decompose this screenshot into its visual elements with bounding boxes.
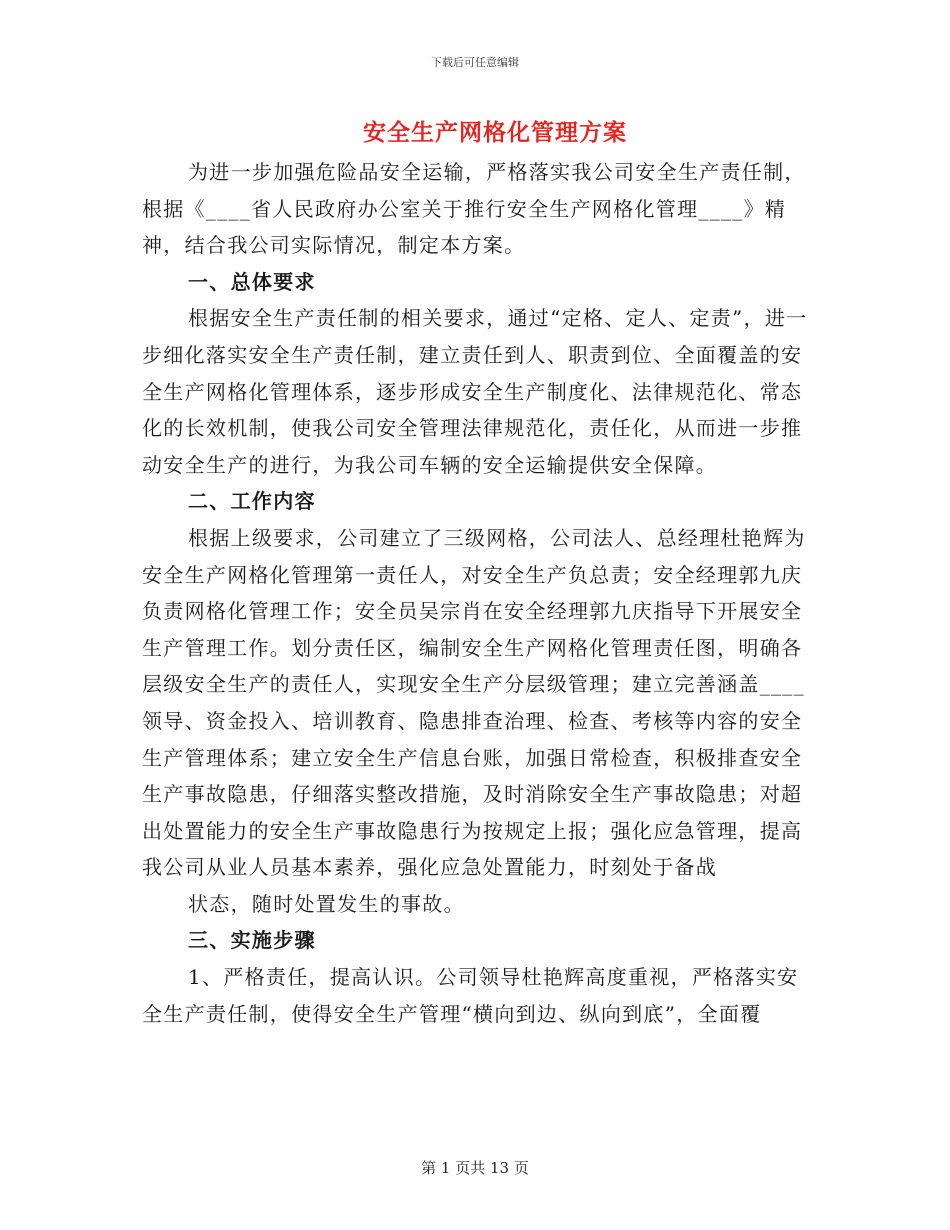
section-heading-1: 一、总体要求: [188, 269, 316, 294]
section-2-paragraph: 根据上级要求，公司建立了三级网格，公司法人、总经理杜艳辉为安全生产网格化管理第一责任人，对安全生产负总责；安全经理郭九庆负责网格化管理工作；安全员吴宗肖在安全经理郭九庆指导下开展安全生产管理工作。划分责任区，编制安全生产网格化管理责任图，明确各层级安全生产的责任人，实现安全生产分层级管理；建立完善涵盖____领导、资金投入、培训教育、隐患排查治理、检查、考核等内容的安全生产管理体系；建立安全生产信息台账，加强日常检查，积极排查安全生产事故隐患，仔细落实整改措施，及时消除安全生产事故隐患；对超出处置能力的安全生产事故隐患行为按规定上报；强化应急管理，提高我公司从业人员基本素养，强化应急处置能力，时刻处于备战: [142, 525, 806, 880]
header-note: 下载后可任意编辑: [431, 56, 519, 69]
section-2-paragraph-continued: 状态，随时处置发生的事故。: [188, 891, 465, 916]
section-heading-2: 二、工作内容: [188, 489, 316, 514]
page-number-footer: 第 1 页共 13 页: [421, 1159, 529, 1177]
document-body: [142, 154, 808, 1032]
section-1-paragraph: 根据安全生产责任制的相关要求，通过“定格、定人、定责”，进一步细化落实安全生产责任制，建立责任到人、职责到位、全面覆盖的安全生产网格化管理体系，逐步形成安全生产制度化、法律规范化、常态化的长效机制，使我公司安全管理法律规范化，责任化，从而进一步推动安全生产的进行，为我公司车辆的安全运输提供安全保障。: [142, 306, 808, 477]
section-heading-3: 三、实施步骤: [188, 928, 316, 953]
intro-paragraph: 为进一步加强危险品安全运输，严格落实我公司安全生产责任制，根据《____省人民政府办公室关于推行安全生产网格化管理____》精神，结合我公司实际情况，制定本方案。: [142, 160, 806, 258]
document-title: 安全生产网格化管理方案: [363, 119, 627, 146]
section-3-paragraph: 1、严格责任，提高认识。公司领导杜艳辉高度重视，严格落实安全生产责任制，使得安全生产管理“横向到边、纵向到底”，全面覆: [142, 965, 799, 1026]
